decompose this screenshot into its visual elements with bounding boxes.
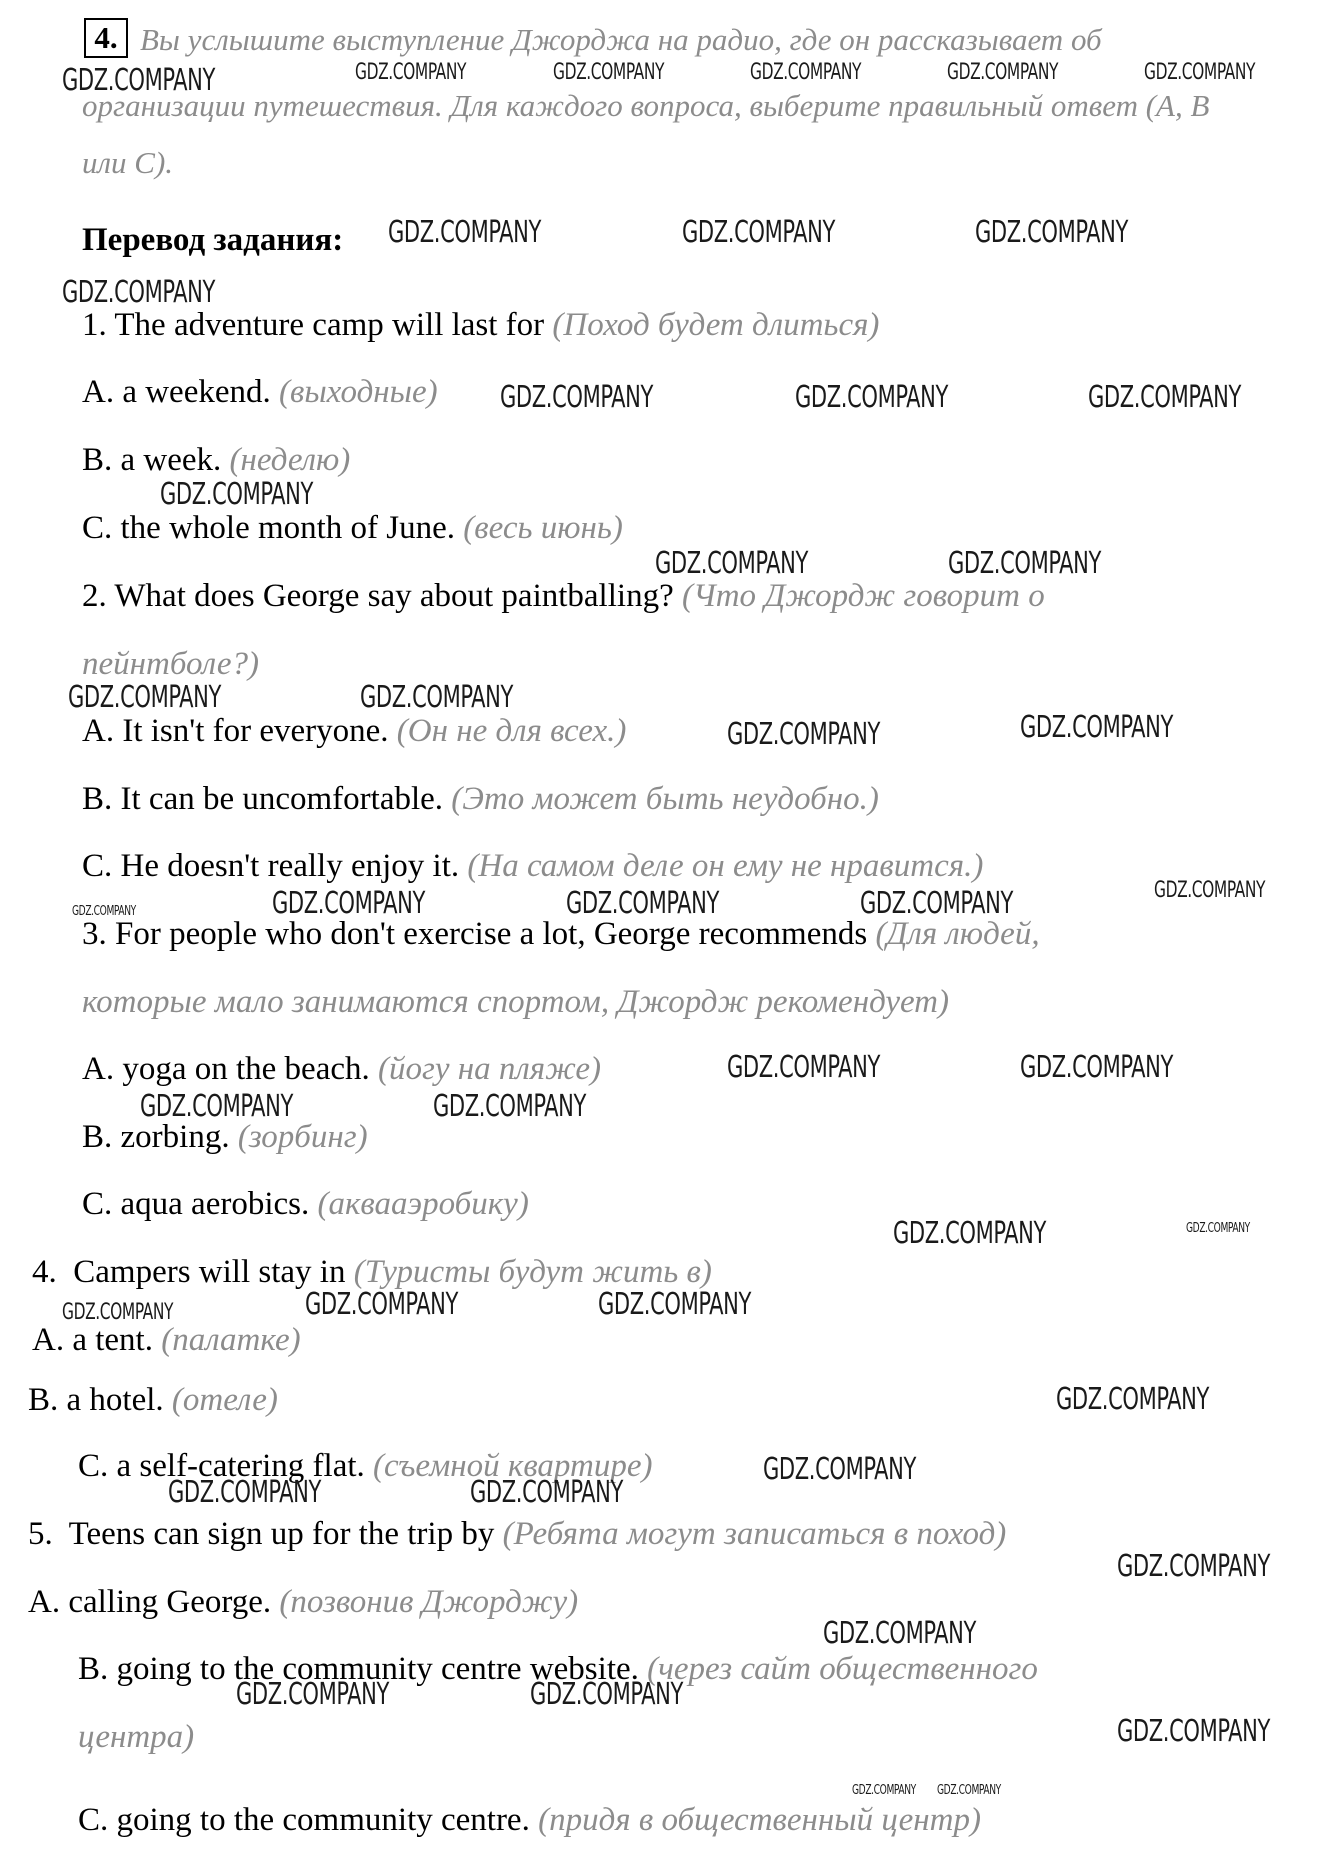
watermark: GDZ.COMPANY <box>62 1300 174 1325</box>
q3-option-c <box>82 1184 529 1224</box>
watermark: GDZ.COMPANY <box>682 215 835 250</box>
question-4 <box>32 1252 712 1292</box>
question-2-text: 2. What does George say about paintballing? <box>82 578 674 614</box>
q2-option-b-translation: (Это может быть неудобно.) <box>451 781 879 817</box>
q5-option-a-translation: (позвонив Джорджу) <box>279 1584 579 1620</box>
watermark: GDZ.COMPANY <box>360 680 513 715</box>
question-2 <box>82 576 1045 616</box>
watermark: GDZ.COMPANY <box>1144 60 1256 85</box>
watermark: GDZ.COMPANY <box>68 680 221 715</box>
q3-option-a-translation: (йогу на пляже) <box>378 1051 602 1087</box>
question-5-text: 5. Teens can sign up for the trip by <box>28 1516 495 1552</box>
watermark: GDZ.COMPANY <box>860 886 1013 921</box>
watermark: GDZ.COMPANY <box>937 1783 1001 1798</box>
q4-option-a-translation: (палатке) <box>161 1322 301 1358</box>
watermark: GDZ.COMPANY <box>655 546 808 581</box>
watermark: GDZ.COMPANY <box>566 886 719 921</box>
q2-option-b <box>82 779 879 819</box>
watermark: GDZ.COMPANY <box>823 1616 976 1651</box>
q4-option-c-translation: (съемной квартире) <box>373 1448 653 1484</box>
watermark: GDZ.COMPANY <box>62 63 215 98</box>
watermark: GDZ.COMPANY <box>236 1677 389 1712</box>
watermark: GDZ.COMPANY <box>1117 1549 1270 1584</box>
question-5 <box>28 1514 1006 1554</box>
question-3-text: 3. For people who don't exercise a lot, George recommends <box>82 916 868 952</box>
watermark: GDZ.COMPANY <box>160 477 313 512</box>
question-1-translation: (Поход будет длиться) <box>552 307 880 343</box>
question-2-translation: (Что Джордж говорит о <box>681 578 1045 614</box>
q4-option-b <box>28 1380 278 1420</box>
q4-option-b-translation: (отеле) <box>171 1382 278 1418</box>
watermark: GDZ.COMPANY <box>62 275 215 310</box>
q2-option-a-translation: (Он не для всех.) <box>396 713 627 749</box>
q4-option-b-text: B. a hotel. <box>28 1382 164 1418</box>
q5-option-b-translation-cont: центра) <box>78 1719 195 1755</box>
q3-option-b-text: B. zorbing. <box>82 1119 230 1155</box>
question-5-translation: (Ребята могут записаться в поход) <box>502 1516 1007 1552</box>
watermark: GDZ.COMPANY <box>553 60 665 85</box>
watermark: GDZ.COMPANY <box>388 215 541 250</box>
q3-option-a-text: A. yoga on the beach. <box>82 1051 370 1087</box>
watermark: GDZ.COMPANY <box>168 1475 321 1510</box>
q4-option-a-text: A. a tent. <box>32 1322 153 1358</box>
watermark: GDZ.COMPANY <box>948 546 1101 581</box>
task-instruction-line-1: Вы услышите выступление Джорджа на радио, где он рассказывает об <box>140 22 1102 57</box>
watermark: GDZ.COMPANY <box>1117 1714 1270 1749</box>
q5-option-b-text: B. going to the community centre website. <box>78 1651 639 1687</box>
q2-option-b-text: B. It can be uncomfortable. <box>82 781 444 817</box>
watermark: GDZ.COMPANY <box>272 886 425 921</box>
question-3-translation-cont: которые мало занимаются спортом, Джордж рекомендует) <box>82 984 950 1020</box>
q3-option-b-translation: (зорбинг) <box>237 1119 368 1155</box>
translation-heading: Перевод задания: <box>82 222 344 258</box>
watermark: GDZ.COMPANY <box>1154 878 1266 903</box>
task-number-box: 4. <box>84 18 128 58</box>
question-3-translation: (Для людей, <box>875 916 1040 952</box>
q3-option-a <box>82 1049 601 1089</box>
watermark: GDZ.COMPANY <box>1088 380 1241 415</box>
watermark: GDZ.COMPANY <box>763 1452 916 1487</box>
q1-option-b-text: B. a week. <box>82 442 222 478</box>
watermark: GDZ.COMPANY <box>305 1287 458 1322</box>
watermark: GDZ.COMPANY <box>727 1050 880 1085</box>
watermark: GDZ.COMPANY <box>1020 710 1173 745</box>
question-1 <box>82 305 879 345</box>
q5-option-c <box>78 1800 981 1840</box>
question-2-translation-cont: пейнтболе?) <box>82 646 260 682</box>
watermark: GDZ.COMPANY <box>355 60 467 85</box>
watermark: GDZ.COMPANY <box>72 904 136 919</box>
watermark: GDZ.COMPANY <box>500 380 653 415</box>
q5-option-b-translation: (через сайт общественного <box>647 1651 1038 1687</box>
q2-option-c-text: C. He doesn't really enjoy it. <box>82 848 460 884</box>
q2-option-a-text: A. It isn't for everyone. <box>82 713 389 749</box>
q5-option-c-translation: (придя в общественный центр) <box>538 1802 981 1838</box>
watermark: GDZ.COMPANY <box>1056 1382 1209 1417</box>
q1-option-a <box>82 372 438 412</box>
q5-option-c-text: C. going to the community centre. <box>78 1802 530 1838</box>
q4-option-a <box>32 1320 301 1360</box>
question-4-text: 4. Campers will stay in <box>32 1254 346 1290</box>
q1-option-c-text: C. the whole month of June. <box>82 510 456 546</box>
q2-option-a <box>82 711 626 751</box>
watermark: GDZ.COMPANY <box>1020 1050 1173 1085</box>
watermark: GDZ.COMPANY <box>852 1783 916 1798</box>
q4-option-c-text: C. a self-catering flat. <box>78 1448 365 1484</box>
watermark: GDZ.COMPANY <box>433 1089 586 1124</box>
watermark: GDZ.COMPANY <box>1186 1221 1250 1236</box>
q2-option-c <box>82 846 983 886</box>
q1-option-c <box>82 508 623 548</box>
watermark: GDZ.COMPANY <box>470 1475 623 1510</box>
watermark: GDZ.COMPANY <box>975 215 1128 250</box>
q1-option-a-text: A. a weekend. <box>82 374 271 410</box>
question-1-text: 1. The adventure camp will last for <box>82 307 545 343</box>
watermark: GDZ.COMPANY <box>598 1287 751 1322</box>
question-4-translation: (Туристы будут жить в) <box>353 1254 712 1290</box>
q5-option-a <box>28 1582 578 1622</box>
watermark: GDZ.COMPANY <box>893 1216 1046 1251</box>
q2-option-c-translation: (На самом деле он ему не нравится.) <box>467 848 984 884</box>
q5-option-a-text: A. calling George. <box>28 1584 272 1620</box>
q1-option-b-translation: (неделю) <box>229 442 351 478</box>
watermark: GDZ.COMPANY <box>947 60 1059 85</box>
q1-option-b <box>82 440 350 480</box>
watermark: GDZ.COMPANY <box>750 60 862 85</box>
task-instruction-line-2: организации путешествия. Для каждого вопроса, выберите правильный ответ (A, B <box>82 88 1210 123</box>
q3-option-c-translation: (аквааэробику) <box>317 1186 529 1222</box>
task-instruction-line-3: или C). <box>82 145 174 180</box>
q3-option-c-text: C. aqua aerobics. <box>82 1186 310 1222</box>
q1-option-c-translation: (весь июнь) <box>463 510 623 546</box>
q1-option-a-translation: (выходные) <box>279 374 438 410</box>
watermark: GDZ.COMPANY <box>727 717 880 752</box>
watermark: GDZ.COMPANY <box>140 1089 293 1124</box>
watermark: GDZ.COMPANY <box>795 380 948 415</box>
watermark: GDZ.COMPANY <box>530 1677 683 1712</box>
